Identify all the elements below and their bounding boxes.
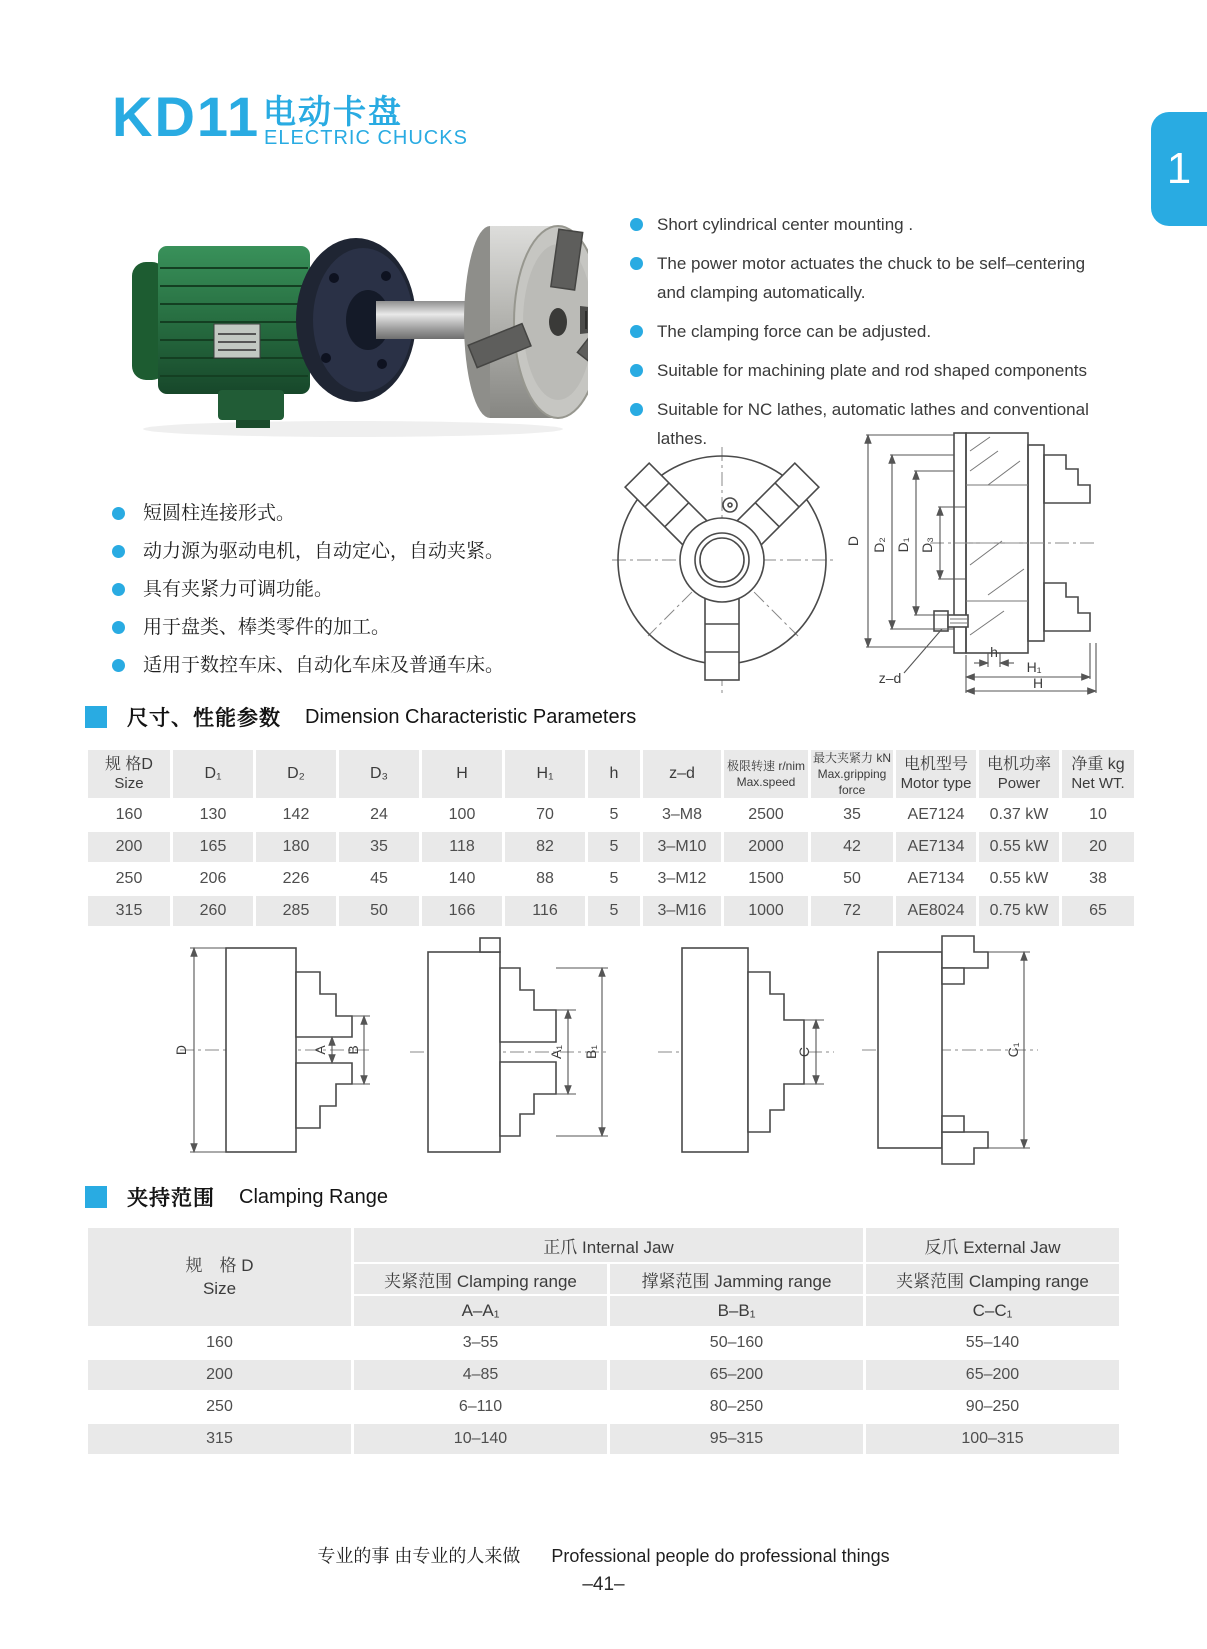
table-cell: 65–200 (866, 1360, 1119, 1390)
table-cell: 166 (422, 896, 502, 926)
product-model: KD11 (112, 85, 261, 148)
footer-slogan-en: Professional people do professional things (551, 1546, 890, 1566)
product-title-zh: 电动卡盘 (263, 93, 403, 130)
table-cell: 142 (256, 800, 336, 830)
table-cell: 0.55 kW (979, 832, 1059, 862)
table-cell: 10 (1062, 800, 1134, 830)
column-header: H₁ (505, 750, 585, 798)
table-cell: 160 (88, 1328, 351, 1358)
dim-label-D3: D₃ (919, 537, 935, 553)
dim-label-H1: H₁ (1026, 659, 1042, 675)
column-header-range-a: A–A₁ (354, 1296, 607, 1326)
feature-item: The clamping force can be adjusted. (630, 317, 1110, 346)
table-cell: 50 (339, 896, 419, 926)
clamping-drawing-internal-A1B1 (408, 932, 648, 1172)
table-cell: 90–250 (866, 1392, 1119, 1422)
table-cell: 72 (811, 896, 893, 926)
table-cell: 70 (505, 800, 585, 830)
feature-item: 适用于数控车床、自动化车床及普通车床。 (112, 655, 592, 677)
table-cell: 200 (88, 832, 170, 862)
dim-label-A1: A₁ (548, 1044, 564, 1060)
feature-item: The power motor actuates the chuck to be self–centering and clamping automatically. (630, 249, 1110, 307)
column-header: D₃ (339, 750, 419, 798)
column-group-internal-jaw: 正爪 Internal Jaw (354, 1228, 863, 1262)
table-cell: 130 (173, 800, 253, 830)
column-header-clamping-range: 夹紧范围 Clamping range (354, 1264, 607, 1294)
column-header: z–d (643, 750, 721, 798)
feature-item: Suitable for machining plate and rod shaped components (630, 356, 1110, 385)
column-header: 净重 kg Net WT. (1062, 750, 1134, 798)
clamping-range-table (85, 1226, 1122, 1456)
table-row (88, 1392, 1119, 1422)
table-cell: 180 (256, 832, 336, 862)
section-bullet-square (85, 706, 107, 728)
feature-item: Short cylindrical center mounting . (630, 210, 1110, 239)
column-group-external-jaw: 反爪 External Jaw (866, 1228, 1119, 1262)
product-title-en: ELECTRIC CHUCKS (264, 127, 468, 149)
table-row (88, 896, 1134, 926)
table-cell: 5 (588, 896, 640, 926)
dim-label-D: D (845, 535, 861, 547)
table-cell: 200 (88, 1360, 351, 1390)
table-cell: 4–85 (354, 1360, 607, 1390)
column-header-size-zh: 规 格 D (185, 1256, 254, 1275)
clamping-drawing-external-C (652, 932, 852, 1172)
table-cell: 140 (422, 864, 502, 894)
table-cell: 3–M8 (643, 800, 721, 830)
table-row (88, 1360, 1119, 1390)
table-cell: 2000 (724, 832, 808, 862)
section-title-zh: 尺寸、性能参数 (127, 707, 281, 730)
column-header: h (588, 750, 640, 798)
table-cell: 3–M16 (643, 896, 721, 926)
section-title-zh: 夹持范围 (127, 1187, 215, 1210)
table-cell: 65 (1062, 896, 1134, 926)
feature-item: 用于盘类、棒类零件的加工。 (112, 617, 592, 639)
table-cell: 100–315 (866, 1424, 1119, 1454)
table-row (88, 832, 1134, 862)
section-title-en: Dimension Characteristic Parameters (305, 705, 637, 728)
table-cell: 3–55 (354, 1328, 607, 1358)
column-header: 极限转速 r/nim Max.speed (724, 750, 808, 798)
chuck-section-view-drawing (838, 415, 1098, 700)
table-cell: 42 (811, 832, 893, 862)
column-header: D₂ (256, 750, 336, 798)
table-cell: 10–140 (354, 1424, 607, 1454)
page-number: –41– (582, 1574, 625, 1595)
table-row (88, 1328, 1119, 1358)
table-cell: 2500 (724, 800, 808, 830)
column-header-clamping-range-ext: 夹紧范围 Clamping range (866, 1264, 1119, 1294)
table-cell: 80–250 (610, 1392, 863, 1422)
dim-label-zd: z–d (878, 670, 902, 686)
dim-label-C: C (796, 1046, 812, 1058)
chuck-front-view-drawing (608, 443, 840, 695)
table-cell: 3–M12 (643, 864, 721, 894)
table-cell: 206 (173, 864, 253, 894)
column-header: D₁ (173, 750, 253, 798)
feature-list-zh (112, 503, 592, 693)
feature-item: 短圆柱连接形式。 (112, 503, 592, 525)
clamping-drawing-internal-AB (162, 932, 402, 1172)
dim-label-D: D (173, 1044, 189, 1056)
table-cell: 24 (339, 800, 419, 830)
table-cell: 55–140 (866, 1328, 1119, 1358)
chapter-tab: 1 (1151, 112, 1207, 226)
column-header: 规 格D Size (88, 750, 170, 798)
table-cell: 3–M10 (643, 832, 721, 862)
column-header-range-c: C–C₁ (866, 1296, 1119, 1326)
table-cell: 226 (256, 864, 336, 894)
column-header: 电机功率 Power (979, 750, 1059, 798)
table-cell: 0.75 kW (979, 896, 1059, 926)
table-cell: 35 (339, 832, 419, 862)
column-header: H (422, 750, 502, 798)
table-cell: 5 (588, 800, 640, 830)
column-header: 最大夹紧力 kN Max.gripping force (812, 751, 891, 797)
column-header-jamming-range: 撑紧范围 Jamming range (610, 1264, 863, 1294)
table-cell: 5 (588, 832, 640, 862)
table-cell: 250 (88, 1392, 351, 1422)
table-row (88, 1424, 1119, 1454)
table-cell: 82 (505, 832, 585, 862)
section-heading-dimensions (85, 702, 636, 732)
table-cell: 315 (88, 896, 170, 926)
table-cell: 100 (422, 800, 502, 830)
dim-label-h: h (990, 644, 998, 660)
table-cell: 118 (422, 832, 502, 862)
table-cell: 285 (256, 896, 336, 926)
table-cell: 50 (811, 864, 893, 894)
dim-table-header-row (88, 750, 1134, 798)
table-cell: 45 (339, 864, 419, 894)
dim-label-D1: D₁ (895, 537, 911, 553)
feature-item: 动力源为驱动电机，自动定心，自动夹紧。 (112, 541, 592, 563)
table-cell: AE8024 (896, 896, 976, 926)
table-cell: 35 (811, 800, 893, 830)
table-row (88, 800, 1134, 830)
dimension-parameters-table (85, 748, 1137, 928)
feature-item: Suitable for NC lathes, automatic lathes and conventional lathes. (630, 395, 1110, 453)
footer-slogan (0, 1542, 1207, 1568)
table-cell: 250 (88, 864, 170, 894)
column-header: 电机型号 Motor type (896, 750, 976, 798)
section-heading-clamping (85, 1182, 388, 1212)
footer-slogan-zh: 专业的事 由专业的人来做 (317, 1546, 521, 1566)
feature-item: 具有夹紧力可调功能。 (112, 579, 592, 601)
table-cell: 260 (173, 896, 253, 926)
table-cell: 165 (173, 832, 253, 862)
table-cell: 116 (505, 896, 585, 926)
dim-label-B: B (345, 1045, 361, 1055)
dim-label-C1: C₁ (1005, 1042, 1021, 1058)
table-cell: 1500 (724, 864, 808, 894)
dim-label-H: H (1032, 675, 1044, 691)
clamping-drawing-external-C1 (858, 928, 1058, 1173)
table-cell: 38 (1062, 864, 1134, 894)
table-cell: 5 (588, 864, 640, 894)
table-cell: 315 (88, 1424, 351, 1454)
product-photo (118, 198, 588, 443)
table-cell: AE7124 (896, 800, 976, 830)
table-row (88, 864, 1134, 894)
section-title-en: Clamping Range (239, 1185, 388, 1208)
table-cell: 20 (1062, 832, 1134, 862)
table-cell: 65–200 (610, 1360, 863, 1390)
table-cell: 50–160 (610, 1328, 863, 1358)
table-cell: 88 (505, 864, 585, 894)
table-cell: 160 (88, 800, 170, 830)
section-bullet-square (85, 1186, 107, 1208)
dim-label-B1: B₁ (583, 1044, 599, 1060)
table-cell: 0.55 kW (979, 864, 1059, 894)
table-cell: 95–315 (610, 1424, 863, 1454)
column-header-range-b: B–B₁ (610, 1296, 863, 1326)
table-cell: 6–110 (354, 1392, 607, 1422)
table-cell: AE7134 (896, 864, 976, 894)
dim-label-A: A (312, 1045, 328, 1055)
dim-label-D2: D₂ (871, 537, 887, 553)
table-cell: AE7134 (896, 832, 976, 862)
table-cell: 1000 (724, 896, 808, 926)
column-header-size-en: Size (202, 1279, 237, 1298)
clamp-table-header-row-1 (88, 1228, 1119, 1262)
table-cell: 0.37 kW (979, 800, 1059, 830)
column-header-size (88, 1228, 351, 1326)
